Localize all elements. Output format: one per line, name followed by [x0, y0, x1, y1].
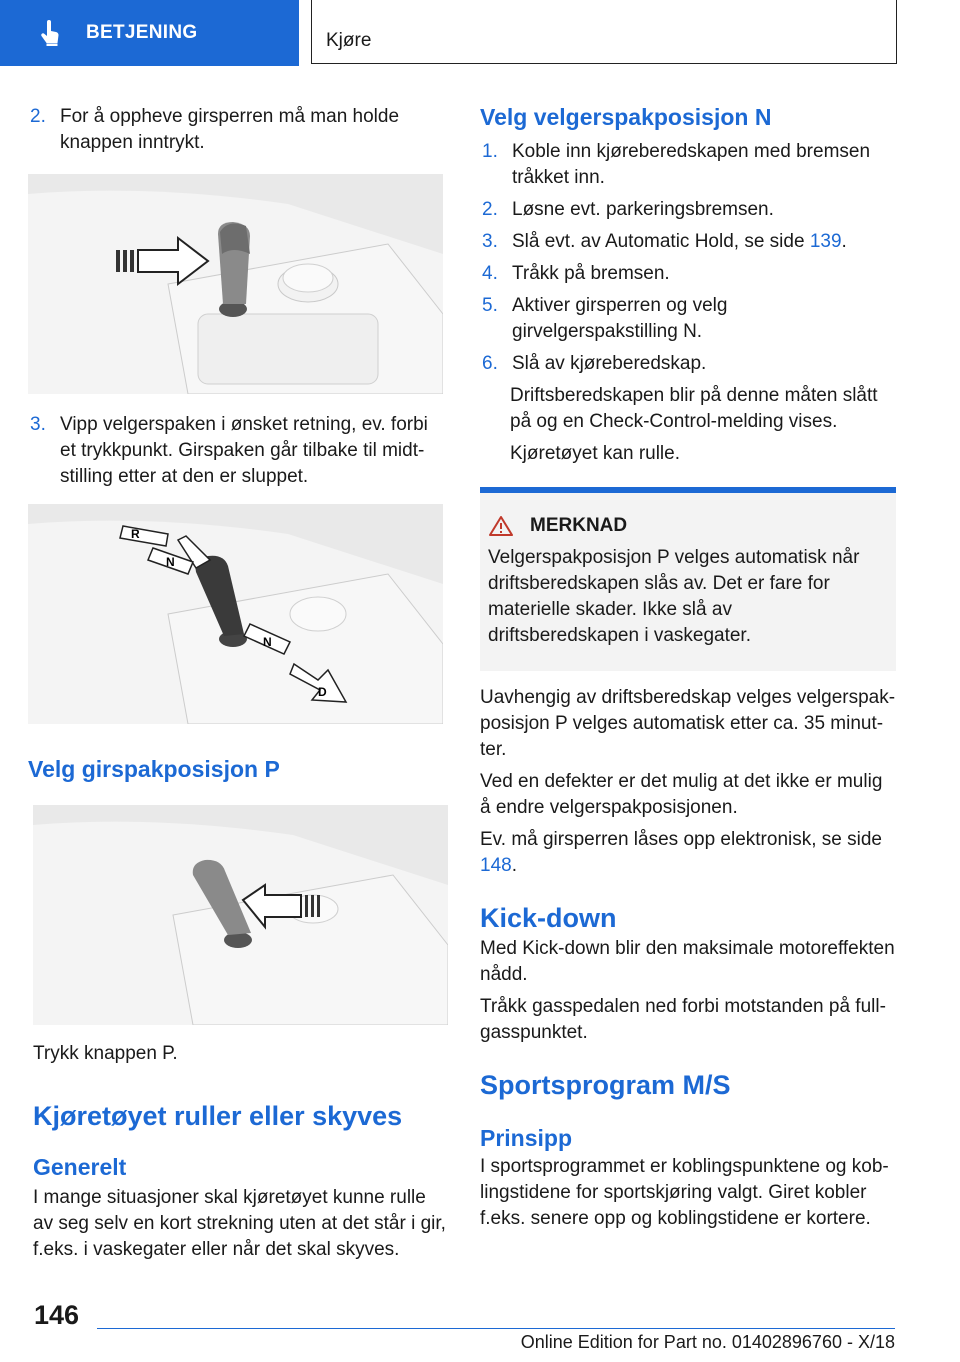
heading-select-n: Velg velgerspakposisjon N	[480, 104, 772, 130]
step-item	[480, 197, 896, 223]
general-text: I mange situasjoner skal kjøretøyet kunne rulle av seg selv en kort strekning uten at det står i gir, f.eks. i vaskegater eller når det skal skyves.	[33, 1187, 446, 1260]
step-text: Slå av kjøreberedskap.	[512, 353, 707, 374]
gear-label-r: R	[131, 527, 140, 541]
edition-text: Online Edition for Part no. 01402896760 - X/18	[520, 1332, 895, 1352]
notice-title-text: MERKNAD	[530, 515, 628, 536]
gear-label-d: D	[318, 685, 327, 699]
gear-selector-unlock-illustration	[28, 174, 443, 394]
step-number: 2.	[30, 106, 46, 127]
paragraph	[480, 827, 896, 879]
step-item	[480, 229, 896, 255]
step-text: Aktiver girsperren og velg girvelgerspakstilling N.	[512, 295, 728, 342]
park-button-illustration	[33, 805, 448, 1025]
paragraph: Med Kick-down blir den maksimale motoreffekten nådd.	[480, 938, 895, 985]
heading-sport-program: Sportsprogram M/S	[480, 1070, 731, 1100]
press-p-text: Trykk knappen P.	[33, 1043, 178, 1064]
warning-triangle-icon	[488, 515, 514, 537]
left-column	[28, 104, 446, 1263]
page-number: 146	[34, 1300, 80, 1330]
heading-kick-down: Kick-down	[480, 903, 617, 933]
step-text-part: .	[841, 231, 847, 252]
step-text: Vipp velgerspaken i ønsket retning, ev. forbi et trykkpunkt. Girspaken går tilbake til midtstilling etter at den er sluppet.	[60, 414, 428, 487]
principle-text: I sportsprogrammet er koblingspunktene og koblingstidene for sportskjøring valgt. Giret kobler f.eks. senere opp og koblingstidene er kortere.	[480, 1156, 889, 1229]
notice-title	[488, 515, 882, 537]
step-item	[28, 412, 446, 490]
right-column	[480, 104, 896, 1232]
step-item	[480, 351, 896, 377]
step-number: 5.	[482, 295, 498, 316]
page-header	[0, 0, 960, 66]
step-text: For å oppheve girsperren må man holde knappen inntrykt.	[60, 106, 400, 153]
paragraph-part: Ev. må girsperren låses opp elektronisk, se side	[480, 829, 882, 850]
gear-label-n-lower: N	[263, 635, 272, 649]
step-text	[512, 229, 896, 255]
section-label: BETJENING	[86, 22, 198, 43]
step-number: 2.	[482, 199, 498, 220]
page-link-139[interactable]: 139	[809, 231, 842, 252]
chapter-title: Kjøre	[326, 30, 372, 51]
step-number: 1.	[482, 141, 498, 162]
step-text: Løsne evt. parkeringsbremsen.	[512, 199, 774, 220]
step-item	[480, 293, 896, 345]
paragraph-part: .	[511, 855, 517, 876]
section-tab	[0, 0, 299, 66]
step-text: Tråkk på bremsen.	[512, 263, 670, 284]
step-number: 3.	[30, 414, 46, 435]
step-item	[480, 261, 896, 287]
step-text-part: Slå evt. av Automatic Hold, se side	[512, 231, 810, 252]
heading-select-p: Velg girspakposisjon P	[28, 756, 280, 782]
step-result-text: Kjøretøyet kan rulle.	[510, 443, 680, 464]
paragraph: Ved en defekter er det mulig at det ikke er mulig å endre velgerspakposisjonen.	[480, 771, 883, 818]
hand-pointer-icon	[36, 19, 64, 47]
step-number: 6.	[482, 353, 498, 374]
gear-positions-illustration	[28, 504, 443, 724]
chapter-title-box	[311, 0, 897, 64]
notice-text: Velgerspakposisjon P velges automatisk når driftsberedskapen slås av. Det er fare for materielle skader. Ikke slå av driftsberedskapen i vaskegater.	[488, 547, 860, 646]
step-item	[28, 104, 446, 156]
step-number: 3.	[482, 231, 498, 252]
step-number: 4.	[482, 263, 498, 284]
page-link-148[interactable]: 148	[480, 855, 512, 876]
step-text: Koble inn kjøreberedskapen med bremsen tråkket inn.	[512, 141, 871, 188]
paragraph: Uavhengig av driftsberedskap velges velgerspakposisjon P velges automatisk etter ca. 35 minutter.	[480, 687, 896, 760]
notice-box	[480, 487, 896, 671]
step-item	[480, 139, 896, 191]
gear-label-n-upper: N	[166, 555, 175, 569]
footer-divider	[97, 1328, 895, 1329]
heading-vehicle-rolling: Kjøretøyet ruller eller skyves	[33, 1101, 403, 1131]
paragraph: Tråkk gasspedalen ned forbi motstanden på fullgasspunktet.	[480, 996, 886, 1043]
step-result-text: Driftsberedskapen blir på denne måten slått på og en Check-Control-melding vises.	[510, 385, 878, 432]
heading-general: Generelt	[33, 1154, 127, 1180]
heading-principle: Prinsipp	[480, 1125, 573, 1151]
